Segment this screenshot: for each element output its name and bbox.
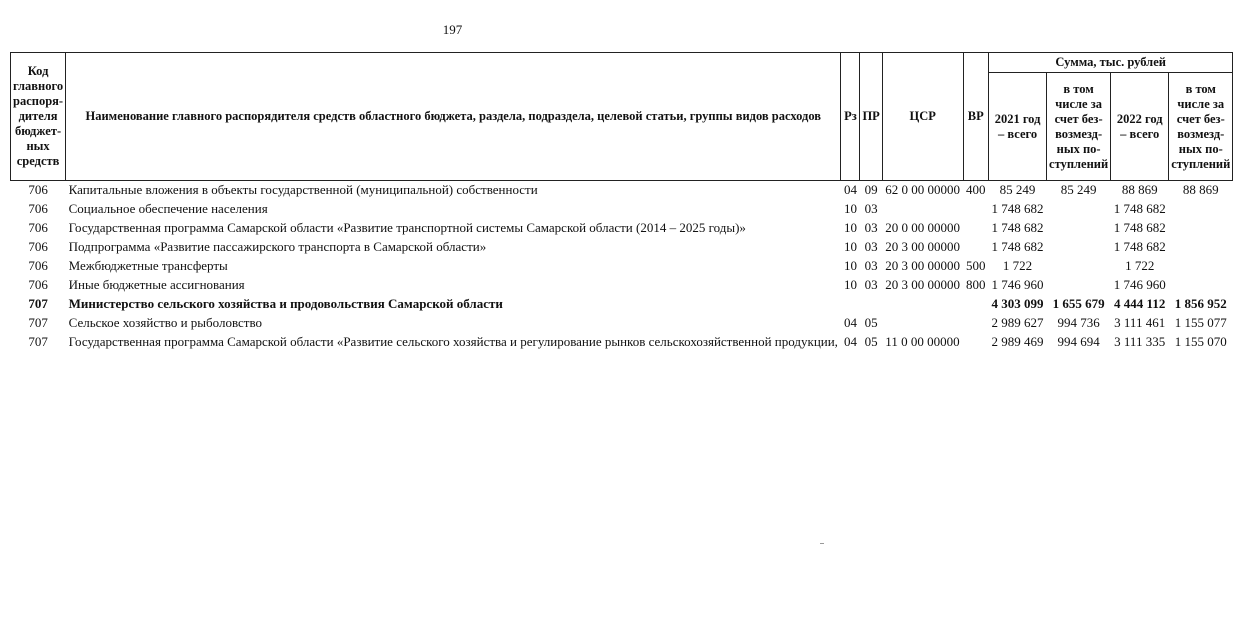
cell-2022-total: 3 111 461 [1114, 315, 1166, 330]
header-csr: ЦСР [882, 53, 963, 181]
cell-2021-free: 1 655 679 [1052, 296, 1105, 311]
cell-code: 706 [28, 201, 48, 216]
cell-csr: 20 3 00 00000 [885, 239, 961, 254]
cell-2021-total: 1 722 [1002, 258, 1033, 273]
cell-pr: 09 [864, 182, 878, 197]
cell-2022-total: 88 869 [1121, 182, 1158, 197]
cell-name: Иные бюджетные ассигнования [68, 277, 245, 292]
cell-rz: 04 [843, 334, 857, 349]
cell-vr [963, 200, 989, 219]
cell-rz [841, 295, 860, 314]
cell-csr: 20 3 00 00000 [885, 258, 961, 273]
cell-2021-total: 1 748 682 [991, 239, 1044, 254]
table-row [11, 314, 1233, 333]
cell-vr: 800 [966, 277, 986, 292]
table-row [11, 238, 1233, 257]
cell-rz: 10 [843, 258, 857, 273]
header-pr: ПР [860, 53, 882, 181]
cell-2021-total: 1 748 682 [991, 201, 1044, 216]
cell-2021-free: 85 249 [1060, 182, 1097, 197]
header-2022-free: в том числе за счет без-возмезд-ных по-ступлений [1169, 73, 1233, 181]
budget-table [10, 52, 1233, 352]
table-row [11, 276, 1233, 295]
table-row [11, 181, 1233, 201]
cell-2021-free: 994 694 [1057, 334, 1100, 349]
cell-2021-total: 1 748 682 [991, 220, 1044, 235]
cell-2021-free [1047, 200, 1111, 219]
cell-rz: 04 [843, 182, 857, 197]
cell-vr [963, 314, 989, 333]
cell-2022-free [1169, 257, 1233, 276]
cell-pr: 03 [864, 220, 878, 235]
cell-pr [860, 295, 882, 314]
cell-2021-total: 2 989 469 [991, 334, 1044, 349]
cell-code: 706 [28, 258, 48, 273]
cell-code: 706 [28, 220, 48, 235]
scan-mark [820, 543, 824, 544]
cell-csr [882, 200, 963, 219]
cell-2022-free [1169, 238, 1233, 257]
cell-code: 707 [28, 315, 48, 330]
cell-pr: 05 [864, 334, 878, 349]
cell-2022-total: 3 111 335 [1114, 334, 1166, 349]
cell-name: Межбюджетные трансферты [68, 258, 228, 273]
cell-rz: 10 [843, 220, 857, 235]
cell-code: 706 [28, 277, 48, 292]
cell-csr: 20 3 00 00000 [885, 277, 961, 292]
header-2021-total: 2021 год – всего [989, 73, 1047, 181]
table-row [11, 257, 1233, 276]
cell-2022-total: 1 746 960 [1113, 277, 1166, 292]
cell-csr [882, 314, 963, 333]
cell-code: 707 [28, 296, 48, 311]
cell-rz: 10 [843, 239, 857, 254]
cell-2022-free: 1 856 952 [1174, 296, 1227, 311]
cell-vr: 500 [966, 258, 986, 273]
table-body [11, 181, 1233, 353]
cell-2021-free: 994 736 [1057, 315, 1100, 330]
cell-pr: 03 [864, 277, 878, 292]
cell-2022-free [1169, 219, 1233, 238]
cell-vr [963, 295, 989, 314]
cell-name: Государственная программа Самарской области «Развитие сельского хозяйства и регулирование рынков сельскохозяйственной продукции, [68, 334, 838, 349]
cell-2022-total: 1 748 682 [1113, 220, 1166, 235]
cell-2021-free [1047, 238, 1111, 257]
cell-2022-free: 1 155 077 [1174, 315, 1227, 330]
cell-name: Министерство сельского хозяйства и продовольствия Самарской области [68, 296, 503, 311]
cell-code: 707 [28, 334, 48, 349]
cell-vr [963, 238, 989, 257]
cell-vr [963, 219, 989, 238]
cell-2021-total: 4 303 099 [991, 296, 1044, 311]
table-row [11, 333, 1233, 352]
cell-code: 706 [28, 182, 48, 197]
cell-2022-total: 1 748 682 [1113, 239, 1166, 254]
cell-vr: 400 [966, 182, 986, 197]
cell-csr [882, 295, 963, 314]
cell-name: Государственная программа Самарской области «Развитие транспортной системы Самарской области (2014 – 2025 годы)» [68, 220, 746, 235]
cell-rz: 04 [843, 315, 857, 330]
cell-csr: 62 0 00 00000 [885, 182, 961, 197]
header-sum: Сумма, тыс. рублей [989, 53, 1233, 73]
cell-2021-free [1047, 276, 1111, 295]
table-row [11, 295, 1233, 314]
cell-code: 706 [28, 239, 48, 254]
table-row [11, 200, 1233, 219]
cell-rz: 10 [843, 277, 857, 292]
header-rz: Рз [841, 53, 860, 181]
cell-2022-free: 88 869 [1182, 182, 1219, 197]
header-name: Наименование главного распорядителя средств областного бюджета, раздела, подраздела, целевой статьи, группы видов расходов [66, 53, 841, 181]
table-row [11, 219, 1233, 238]
cell-pr: 03 [864, 239, 878, 254]
cell-pr: 05 [864, 315, 878, 330]
cell-name: Капитальные вложения в объекты государственной (муниципальной) собственности [68, 182, 538, 197]
cell-2021-total: 1 746 960 [991, 277, 1044, 292]
cell-pr: 03 [864, 258, 878, 273]
cell-2022-free: 1 155 070 [1174, 334, 1227, 349]
table-header [11, 53, 1233, 181]
cell-2022-total: 1 748 682 [1113, 201, 1166, 216]
cell-2022-free [1169, 276, 1233, 295]
cell-2022-total: 1 722 [1125, 258, 1155, 273]
cell-vr [963, 333, 989, 352]
cell-2021-total: 2 989 627 [991, 315, 1044, 330]
cell-2021-total: 85 249 [999, 182, 1036, 197]
cell-name: Сельское хозяйство и рыболовство [68, 315, 263, 330]
cell-csr: 20 0 00 00000 [885, 220, 961, 235]
cell-2021-free [1047, 257, 1111, 276]
cell-2022-free [1169, 200, 1233, 219]
cell-name: Социальное обеспечение населения [68, 201, 268, 216]
header-2022-total: 2022 год – всего [1111, 73, 1169, 181]
header-code: Код главного распоря-дителя бюджет-ных средств [11, 53, 66, 181]
cell-2022-total: 4 444 112 [1114, 296, 1166, 311]
cell-rz: 10 [843, 201, 857, 216]
cell-csr: 11 0 00 00000 [885, 334, 960, 349]
cell-pr: 03 [864, 201, 878, 216]
header-2021-free: в том числе за счет без-возмезд-ных по-ступлений [1047, 73, 1111, 181]
cell-2021-free [1047, 219, 1111, 238]
page-number: 197 [442, 22, 463, 37]
cell-name: Подпрограмма «Развитие пассажирского транспорта в Самарской области» [68, 239, 487, 254]
header-vr: ВР [963, 53, 989, 181]
